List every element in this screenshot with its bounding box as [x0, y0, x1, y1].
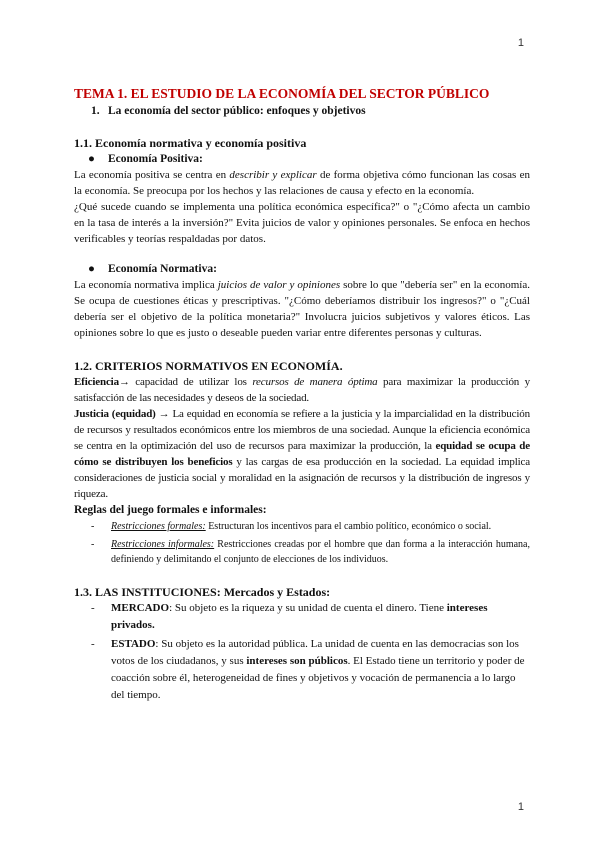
subtitle-number: 1.: [91, 105, 100, 117]
document-body: [74, 84, 530, 706]
page-number-top: 1: [517, 37, 524, 49]
normative-economics-heading: ● Economía Normativa:: [88, 263, 217, 275]
normative-economics-paragraph: La economía normativa implica juicios de valor y opiniones sobre lo que "debería ser" en la economía. Se ocupa de cuestiones éticas y prescriptivas. "¿Cómo deberíamos distribuir los ingresos?" o "¿Cuál debería ser el objetivo de la política monetaria?" Involucra juicios subjetivos y valores éticos. Las opiniones sobre lo que es justo o deseable pueden variar entre diferentes personas y culturas.: [74, 279, 530, 339]
list-item: - Restricciones formales: Estructuran los incentivos para el cambio político, económico o social.: [91, 521, 492, 532]
list-item: - MERCADO: Su objeto es la riqueza y su unidad de cuenta el dinero. Tiene intereses privados.: [91, 602, 488, 631]
section-1-2-heading: 1.2. CRITERIOS NORMATIVOS EN ECONOMÍA.: [74, 359, 343, 373]
positive-economics-paragraph-1: La economía positiva se centra en describir y explicar de forma objetiva cómo funcionan las cosas en la economía. Se preocupa por los hechos y las relaciones de causa y efecto en la economía.: [74, 169, 530, 197]
arrow-icon: →: [118, 376, 130, 388]
bullet-icon: ●: [88, 153, 95, 165]
page-number-bottom: 1: [517, 801, 524, 813]
section-1-3-heading: 1.3. LAS INSTITUCIONES: Mercados y Estados:: [74, 585, 331, 599]
list-item: - ESTADO: Su objeto es la autoridad pública. La unidad de cuenta en las democracias son los votos de los ciudadanos, y sus intereses son públicos. El Estado tiene un territorio y poder de coacción sobre él, heterogeneidad de fines y objetivos y vocación de permanencia a lo largo del tiempo.: [91, 638, 525, 701]
subtitle-text: La economía del sector público: enfoques y objetivos: [108, 105, 366, 117]
positive-economics-heading: ● Economía Positiva:: [88, 153, 203, 165]
list-item: - Restricciones informales: Restricciones creadas por el hombre que dan forma a la interacción humana, definiendo y delimitando el conjunto de elecciones de los individuos.: [91, 539, 530, 565]
positive-economics-paragraph-2: ¿Qué sucede cuando se implementa una política económica específica?" o "¿Cómo afecta un cambio en la tasa de interés a la inversión?" Evita juicios de valor y opiniones personales. Se enfoca en hechos verificables y teorías respaldadas por datos.: [74, 201, 530, 245]
arrow-icon: →: [158, 408, 170, 420]
justice-paragraph: Justicia (equidad) → La equidad en economía se refiere a la justicia y la imparcialidad en la distribución de recursos y resultados económicos entre los miembros de una sociedad. Aunque la eficiencia económica se centra en la optimización del uso de recursos para maximizar la producción, la equidad se ocupa de cómo se distribuyen los beneficios y las cargas de esa producción en la sociedad. La equidad implica consideraciones de justicia social y moralidad en la asignación de recursos y la distribución de ingresos y riqueza.: [74, 408, 531, 500]
subtitle: [74, 103, 530, 119]
section-1-1-heading: 1.1. Economía normativa y economía positiva: [74, 136, 307, 150]
rules-heading: Reglas del juego formales e informales:: [74, 504, 267, 516]
bullet-icon: ●: [88, 263, 95, 275]
page-title: TEMA 1. EL ESTUDIO DE LA ECONOMÍA DEL SECTOR PÚBLICO: [74, 86, 490, 101]
efficiency-paragraph: Eficiencia→ capacidad de utilizar los recursos de manera óptima para maximizar la producción y satisfacción de las necesidades y deseos de la sociedad.: [74, 376, 530, 404]
